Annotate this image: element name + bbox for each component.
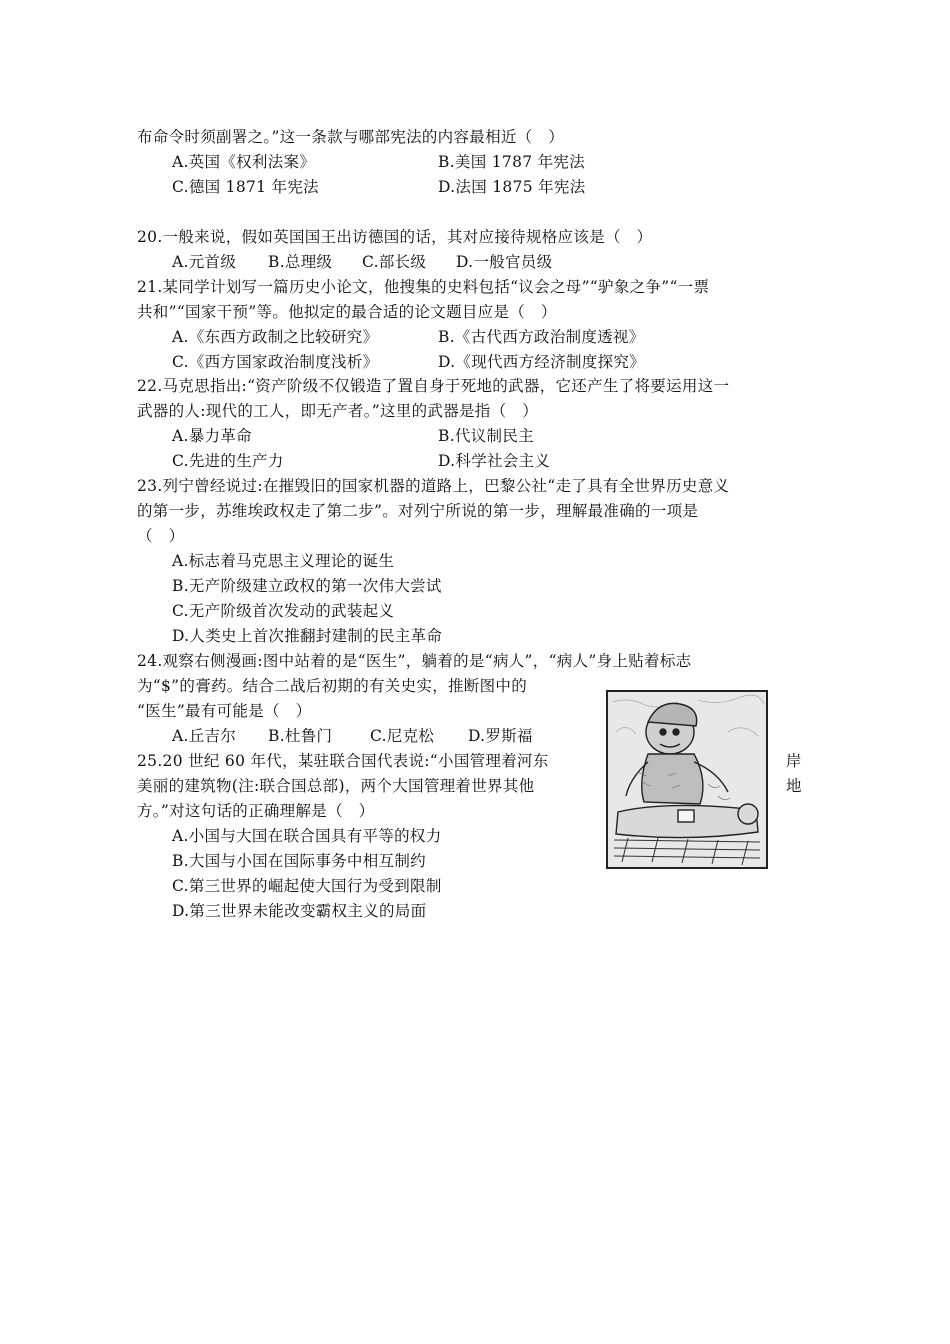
- q22-option-d: D.科学社会主义: [438, 452, 551, 470]
- q21-stem-line-1: 21.某同学计划写一篇历史小论文，他搜集的史料包括“议会之母”“驴象之争”“一票: [137, 278, 710, 296]
- q24-stem-line-3: “医生”最有可能是（ ）: [137, 702, 312, 720]
- q24-stem-line-1: 24.观察右侧漫画:图中站着的是“医生”，躺着的是“病人”，“病人”身上贴着标志: [137, 652, 692, 670]
- q25-stem-line-1: 25.20 世纪 60 年代，某驻联合国代表说:“小国管理着河东: [137, 752, 549, 770]
- q24-option-a: A.丘吉尔: [172, 727, 237, 745]
- q25-option-a: A.小国与大国在联合国具有平等的权力: [172, 827, 442, 845]
- q20-option-a: A.元首级: [172, 253, 237, 271]
- q19-stem-tail: 布命令时须副署之。”这一条款与哪部宪法的内容最相近（ ）: [137, 128, 565, 146]
- q25-stem-tail-2: 地: [786, 777, 802, 795]
- q24-stem-line-2: 为“$”的膏药。结合二战后初期的有关史实，推断图中的: [137, 677, 528, 695]
- q24-option-c: C.尼克松: [370, 727, 435, 745]
- q19-option-d: D.法国 1875 年宪法: [438, 178, 586, 196]
- q25-option-c: C.第三世界的崛起使大国行为受到限制: [172, 877, 442, 895]
- q24-option-d: D.罗斯福: [468, 727, 533, 745]
- q23-stem-line-3: （ ）: [137, 527, 185, 545]
- q25-stem-tail-1: 岸: [786, 752, 802, 770]
- q25-stem-line-2: 美丽的建筑物(注:联合国总部)，两个大国管理着世界其他: [137, 777, 535, 795]
- q19-option-c: C.德国 1871 年宪法: [172, 178, 319, 196]
- q23-stem-line-2: 的第一步，苏维埃政权走了第二步”。对列宁所说的第一步，理解最准确的一项是: [137, 502, 699, 520]
- q22-option-c: C.先进的生产力: [172, 452, 284, 470]
- q25-option-d: D.第三世界未能改变霸权主义的局面: [172, 902, 427, 920]
- q24-option-b: B.杜鲁门: [268, 727, 333, 745]
- q23-option-c: C.无产阶级首次发动的武装起义: [172, 602, 395, 620]
- q21-stem-line-2: 共和”“国家干预”等。他拟定的最合适的论文题目应是（ ）: [137, 303, 557, 321]
- cartoon-illustration: [608, 692, 766, 867]
- q21-option-b: B.《古代西方政治制度透视》: [438, 328, 645, 346]
- q22-option-a: A.暴力革命: [172, 427, 252, 445]
- q23-option-b: B.无产阶级建立政权的第一次伟大尝试: [172, 577, 442, 595]
- q22-stem-line-2: 武器的人:现代的工人，即无产者。”这里的武器是指（ ）: [137, 402, 538, 420]
- q22-option-b: B.代议制民主: [438, 427, 534, 445]
- q19-option-a: A.英国《权利法案》: [172, 153, 316, 171]
- q23-stem-line-1: 23.列宁曾经说过:在摧毁旧的国家机器的道路上，巴黎公社“走了具有全世界历史意义: [137, 477, 730, 495]
- q20-stem: 20.一般来说，假如英国国王出访德国的话，其对应接待规格应该是（ ）: [137, 228, 653, 246]
- q23-option-a: A.标志着马克思主义理论的诞生: [172, 552, 395, 570]
- q25-option-b: B.大国与小国在国际事务中相互制约: [172, 852, 426, 870]
- q25-stem-line-3: 方。”对这句话的正确理解是（ ）: [137, 802, 375, 820]
- q23-option-d: D.人类史上首次推翻封建制的民主革命: [172, 627, 443, 645]
- q21-option-c: C.《西方国家政治制度浅析》: [172, 353, 379, 371]
- q21-option-d: D.《现代西方经济制度探究》: [438, 353, 646, 371]
- q20-option-c: C.部长级: [362, 253, 427, 271]
- q20-option-b: B.总理级: [268, 253, 333, 271]
- cartoon-doctor-patient-image: [606, 690, 768, 869]
- q21-option-a: A.《东西方政制之比较研究》: [172, 328, 379, 346]
- q19-option-b: B.美国 1787 年宪法: [438, 153, 586, 171]
- q22-stem-line-1: 22.马克思指出:“资产阶级不仅锻造了置自身于死地的武器，它还产生了将要运用这一: [137, 377, 730, 395]
- q20-option-d: D.一般官员级: [456, 253, 553, 271]
